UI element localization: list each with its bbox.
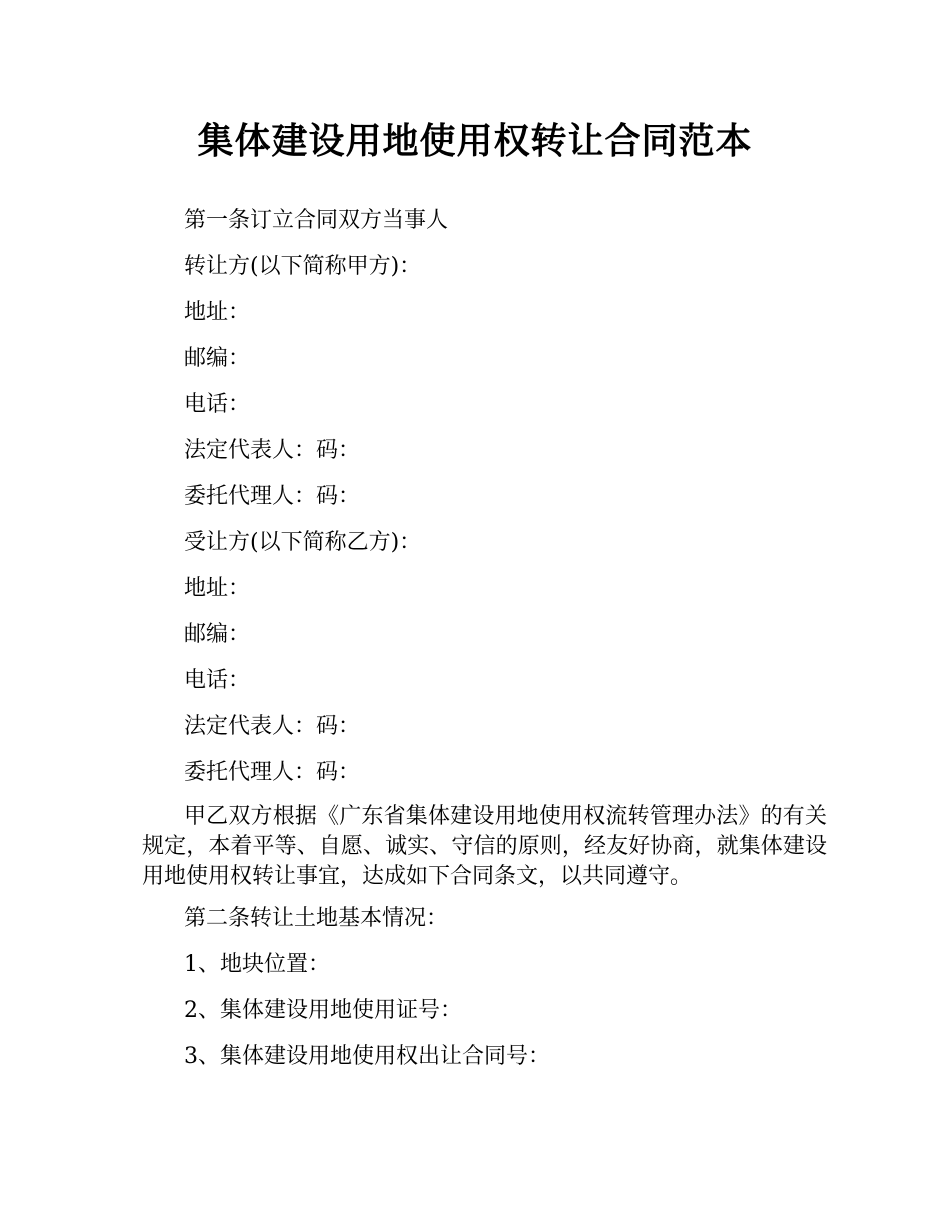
transferee-agent-label: 委托代理人：码：: [184, 760, 361, 785]
transferee-phone-label: 电话：: [184, 668, 251, 693]
document-title: 集体建设用地使用权转让合同范本: [197, 121, 753, 162]
land-location-item: 1、地块位置：: [184, 952, 330, 977]
transfer-contract-number-item: 3、集体建设用地使用权出让合同号：: [184, 1044, 550, 1069]
transferee-legal-rep-label: 法定代表人：码：: [184, 714, 361, 739]
article-2-heading: 第二条转让土地基本情况：: [184, 906, 449, 931]
transferor-postcode-label: 邮编：: [184, 346, 251, 371]
article-1-heading: 第一条订立合同双方当事人: [184, 208, 449, 233]
transferee-address-label: 地址：: [184, 576, 251, 601]
transferor-address-label: 地址：: [184, 300, 251, 325]
transferor-label: 转让方(以下简称甲方)：: [184, 254, 422, 279]
transferor-phone-label: 电话：: [184, 392, 251, 417]
transferor-legal-rep-label: 法定代表人：码：: [184, 438, 361, 463]
land-certificate-item: 2、集体建设用地使用证号：: [184, 998, 462, 1023]
transferor-agent-label: 委托代理人：码：: [184, 484, 361, 509]
transferee-label: 受让方(以下简称乙方)：: [184, 530, 422, 555]
preamble-paragraph: 甲乙双方根据《广东省集体建设用地使用权流转管理办法》的有关规定，本着平等、自愿、诚实、守信的原则，经友好协商，就集体建设用地使用权转让事宜，达成如下合同条文，以共同遵守。: [142, 804, 827, 889]
document-body: [142, 204, 827, 1086]
transferee-postcode-label: 邮编：: [184, 622, 251, 647]
